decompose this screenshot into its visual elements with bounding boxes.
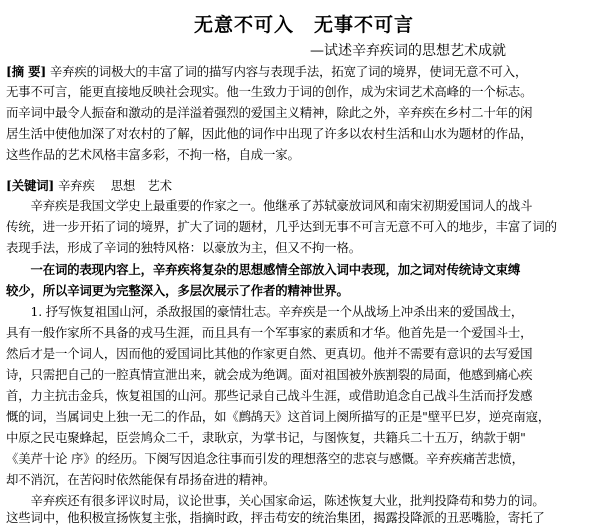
keywords-text: 辛弃疾 思想 艺术	[54, 178, 172, 193]
subtitle: —试述辛弃疾词的思想艺术成就	[310, 43, 506, 59]
abstract-label: [摘 要]	[6, 64, 47, 79]
section-heading-line: 一在词的表现内容上，辛弃疾将复杂的思想感情全部放入词中表现，加之词对传统诗文束缚	[6, 262, 521, 277]
page-title: 无意不可入 无事不可言	[193, 14, 414, 36]
keywords-label: [关键词]	[6, 178, 55, 193]
intro-line: 表现手法，形成了辛词的独特风格：以豪放为主，但又不拘一格。	[6, 240, 361, 255]
abstract-line: 居生活中使他加深了对农村的了解，因此他的词作中出现了许多以农村生活和山水为题材的作品，	[6, 126, 533, 141]
point1-line: 然后才是一个词人，因而他的爱国词比其他的作家更自然、更真切。他并不需要有意识的去写爱国	[6, 346, 533, 361]
point1-line: 1. 抒写恢复祖国山河，杀敌报国的豪情壮志。辛弃疾是一个从战场上冲杀出来的爱国战士，	[6, 304, 524, 319]
abstract-line	[6, 64, 604, 80]
section-heading-line: 较少，所以辛词更为完整深入，多层次展示了作者的精神世界。	[6, 283, 349, 298]
point1-line: 诗，只需把自己的一腔真情宣泄出来，就会成为绝调。面对祖国被外族割裂的局面，他感到痛心疾	[6, 367, 533, 382]
point1-line: 《美芹十论 序》的经历。下阕写因追念往事而引发的理想落空的悲哀与感慨。辛弃疾痛苦悲愤，	[6, 451, 524, 466]
point1-line: 具有一般作家所不具备的戎马生涯，而且具有一个军事家的素质和才华。他首先是一个爱国斗士，	[6, 325, 533, 340]
intro-line: 辛弃疾是我国文学史上最重要的作家之一。他继承了苏轼豪放词风和南宋初期爱国词人的战斗	[6, 198, 533, 213]
point1-line: 中原之民屯聚蜂起，臣尝鸠众二千，隶耿京，为掌书记，与图恢复，共籍兵二十五万，纳款于朝"	[6, 430, 526, 445]
keywords-line	[6, 178, 604, 194]
point1-line: 首，力主抗击金兵，恢复祖国的山河。那些记录自己战斗生涯，或借助追念自己战斗生活而抒发感	[6, 388, 533, 403]
paragraph-line: 辛弃疾还有很多评议时局，议论世事，关心国家命运，陈述恢复大业，批判投降苟和势力的词。	[6, 493, 545, 508]
point1-line: 却不消沉，在苦闷时依然能保有昂扬奋进的精神。	[6, 472, 276, 487]
abstract-text: 辛弃疾的词极大的丰富了词的描写内容与表现手法，拓宽了词的境界，使词无意不可入，	[46, 64, 528, 79]
abstract-line: 这些作品的艺术风格丰富多彩，不拘一格，自成一家。	[6, 147, 300, 162]
point1-line: 慨的词，当属词史上独一无二的作品，如《鹧鸪天》这首词上阕所描写的正是"壁平巳岁，逆亮南寇，	[6, 409, 551, 424]
abstract-line: 而辛词中最令人振奋和激动的是洋溢着强烈的爱国主义精神，除此之外，辛弃疾在乡村二十年的闲	[6, 105, 533, 120]
intro-line: 传统，进一步开拓了词的境界，扩大了词的题材，几乎达到无事不可言无意不可入的地步，丰富了词的	[6, 219, 557, 234]
abstract-line: 无事不可言，能更直接地反映社会现实。他一生致力于词的创作，成为宋词艺术高峰的一个标志。	[6, 84, 533, 99]
paragraph-line: 这些词中，他积极宣扬恢复主张，指摘时政，抨击苟安的统治集团，揭露投降派的丑恶嘴脸，寄托了	[6, 510, 545, 525]
